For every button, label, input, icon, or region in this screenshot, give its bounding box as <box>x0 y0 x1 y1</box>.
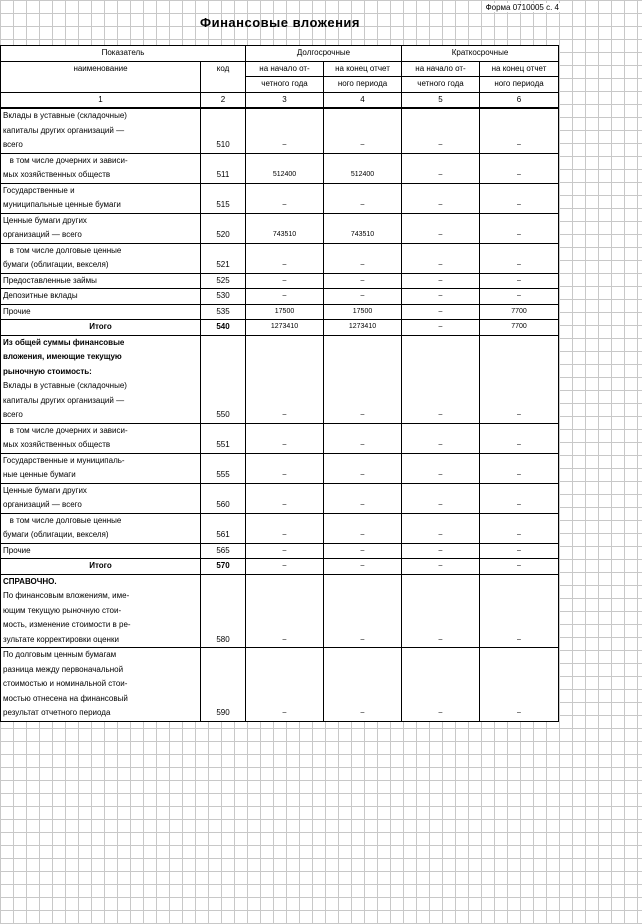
col-num-5: 5 <box>402 92 480 108</box>
row-value: – <box>324 648 402 722</box>
header-code: код <box>201 61 246 92</box>
row-value: – <box>480 574 559 648</box>
header-st-start-1: на начало от- <box>402 61 480 77</box>
header-st-start-2: четного года <box>402 77 480 93</box>
row-value: – <box>246 453 324 483</box>
table-row <box>1 289 559 305</box>
row-value: – <box>402 453 480 483</box>
table-row <box>1 108 559 153</box>
row-value: – <box>246 483 324 513</box>
row-value: 7700 <box>480 320 559 336</box>
row-label <box>1 335 201 423</box>
table-row <box>1 543 559 559</box>
row-value: – <box>402 273 480 289</box>
row-label-line: Вклады в уставные (складочные) <box>3 111 127 120</box>
row-label <box>1 559 201 575</box>
row-label-line: в том числе дочерних и зависи- <box>3 425 128 435</box>
row-value: – <box>324 423 402 453</box>
table-row <box>1 453 559 483</box>
row-value: – <box>402 320 480 336</box>
row-value: – <box>324 289 402 305</box>
row-code: 555 <box>201 453 246 483</box>
row-value: – <box>480 648 559 722</box>
row-code: 560 <box>201 483 246 513</box>
row-value: – <box>324 559 402 575</box>
header-lt-end-2: ного периода <box>324 77 402 93</box>
row-code: 565 <box>201 543 246 559</box>
row-code: 521 <box>201 243 246 273</box>
row-label-line: муниципальные ценные бумаги <box>3 200 121 209</box>
row-label-line: Итого <box>89 322 112 331</box>
row-label-line: зультате корректировки оценки <box>3 634 119 644</box>
row-label-line: Из общей суммы финансовые <box>3 337 125 347</box>
row-label-line: мость, изменение стоимости в ре- <box>3 620 131 629</box>
row-value: – <box>324 335 402 423</box>
row-value: – <box>246 273 324 289</box>
row-code: 520 <box>201 213 246 243</box>
row-value: – <box>480 559 559 575</box>
row-value: 743510 <box>246 213 324 243</box>
row-value: 1273410 <box>246 320 324 336</box>
row-value: – <box>324 574 402 648</box>
header-lt-end-1: на конец отчет <box>324 61 402 77</box>
table-row <box>1 335 559 423</box>
row-label-line: всего <box>3 410 23 419</box>
row-value: – <box>480 423 559 453</box>
form-code: Форма 0710005 с. 4 <box>485 3 559 12</box>
table-row <box>1 423 559 453</box>
row-code: 515 <box>201 183 246 213</box>
row-value: – <box>246 513 324 543</box>
row-label-line: разница между первоначальной <box>3 664 124 674</box>
row-label-line: Прочие <box>3 545 31 555</box>
table-row <box>1 213 559 243</box>
row-value: – <box>402 183 480 213</box>
table-row <box>1 648 559 722</box>
row-value: 512400 <box>324 153 402 183</box>
table-row <box>1 183 559 213</box>
header-name: наименование <box>1 61 201 92</box>
page-title: Финансовые вложения <box>199 15 360 30</box>
row-label-line: бумаги (облигации, векселя) <box>3 260 109 269</box>
row-label-line: Ценные бумаги других <box>3 215 87 225</box>
col-num-6: 6 <box>480 92 559 108</box>
row-value: – <box>246 243 324 273</box>
row-label-line: бумаги (облигации, векселя) <box>3 530 109 539</box>
row-label <box>1 320 201 336</box>
row-value: – <box>402 423 480 453</box>
row-value: – <box>402 513 480 543</box>
row-label-line: стоимостью и номинальной стои- <box>3 679 128 688</box>
row-value: 17500 <box>246 304 324 320</box>
header-number-row <box>1 92 559 108</box>
row-value: – <box>324 243 402 273</box>
table-row <box>1 483 559 513</box>
row-label-line: капиталы других организаций — <box>3 395 125 405</box>
row-label-line: мых хозяйственных обществ <box>3 170 111 179</box>
row-label-line: всего <box>3 140 23 149</box>
table-row <box>1 153 559 183</box>
header-lt-start-1: на начало от- <box>246 61 324 77</box>
header-short-term: Краткосрочные <box>402 46 559 62</box>
row-label-line: Прочие <box>3 306 31 316</box>
row-value: – <box>324 183 402 213</box>
row-label-line: организаций — всего <box>3 500 82 509</box>
row-label-line: в том числе долговые ценные <box>3 515 122 525</box>
row-label <box>1 273 201 289</box>
table-row <box>1 574 559 648</box>
row-code: 511 <box>201 153 246 183</box>
row-value: 512400 <box>246 153 324 183</box>
row-label <box>1 513 201 543</box>
row-value: – <box>246 108 324 153</box>
row-label-line: Ценные бумаги других <box>3 485 87 495</box>
row-label <box>1 483 201 513</box>
row-label-line: результат отчетного периода <box>3 708 111 717</box>
row-value: – <box>324 483 402 513</box>
row-code: 590 <box>201 648 246 722</box>
row-value: – <box>402 574 480 648</box>
header-lt-start-2: четного года <box>246 77 324 93</box>
row-value: – <box>480 335 559 423</box>
table-row <box>1 243 559 273</box>
row-label <box>1 423 201 453</box>
row-value: – <box>480 183 559 213</box>
row-label-line: в том числе дочерних и зависи- <box>3 155 128 165</box>
row-label <box>1 453 201 483</box>
table-row <box>1 513 559 543</box>
row-value: – <box>402 543 480 559</box>
col-num-3: 3 <box>246 92 324 108</box>
row-value: – <box>246 183 324 213</box>
row-value: 1273410 <box>324 320 402 336</box>
row-label <box>1 153 201 183</box>
row-label <box>1 304 201 320</box>
row-value: – <box>480 483 559 513</box>
row-value: 7700 <box>480 304 559 320</box>
row-value: – <box>402 304 480 320</box>
row-label-line: ные ценные бумаги <box>3 470 76 479</box>
row-value: – <box>480 108 559 153</box>
row-value: – <box>480 153 559 183</box>
row-label <box>1 574 201 648</box>
header-indicator: Показатель <box>1 46 246 62</box>
header-st-end-2: ного периода <box>480 77 559 93</box>
row-label-line: Вклады в уставные (складочные) <box>3 381 127 390</box>
row-code: 561 <box>201 513 246 543</box>
col-num-1: 1 <box>1 92 201 108</box>
row-value: – <box>402 648 480 722</box>
row-label-line: организаций — всего <box>3 230 82 239</box>
row-value: 17500 <box>324 304 402 320</box>
row-value: – <box>246 335 324 423</box>
row-label-line: По финансовым вложениям, име- <box>3 591 130 600</box>
row-code: 540 <box>201 320 246 336</box>
row-label <box>1 289 201 305</box>
financial-investments-table <box>0 45 559 722</box>
row-label-line: в том числе долговые ценные <box>3 245 122 255</box>
row-value: – <box>246 559 324 575</box>
row-label-line: ющим текущую рыночную стои- <box>3 605 122 615</box>
row-value: – <box>402 243 480 273</box>
row-code: 550 <box>201 335 246 423</box>
row-value: – <box>402 289 480 305</box>
row-value: – <box>402 213 480 243</box>
row-label-line: рыночную стоимость: <box>3 366 92 376</box>
row-code: 580 <box>201 574 246 648</box>
row-label <box>1 243 201 273</box>
row-value: – <box>246 289 324 305</box>
row-code: 570 <box>201 559 246 575</box>
row-label-line: Предоставленные займы <box>3 275 97 285</box>
row-value: – <box>246 574 324 648</box>
row-value: – <box>480 453 559 483</box>
table-row <box>1 320 559 336</box>
row-code: 510 <box>201 108 246 153</box>
row-label-line: СПРАВОЧНО. <box>3 576 57 586</box>
row-value: – <box>480 213 559 243</box>
row-label-line: Государственные и <box>3 185 75 195</box>
header-row-1 <box>1 46 559 62</box>
row-value: – <box>402 335 480 423</box>
row-label <box>1 108 201 153</box>
row-value: – <box>246 543 324 559</box>
row-code: 551 <box>201 423 246 453</box>
row-value: – <box>324 513 402 543</box>
row-value: – <box>480 243 559 273</box>
row-value: – <box>246 648 324 722</box>
table-row <box>1 304 559 320</box>
row-label-line: мых хозяйственных обществ <box>3 440 111 449</box>
row-value: – <box>480 513 559 543</box>
row-value: – <box>402 559 480 575</box>
table-row <box>1 273 559 289</box>
col-num-2: 2 <box>201 92 246 108</box>
row-value: – <box>402 108 480 153</box>
row-label <box>1 183 201 213</box>
row-value: – <box>480 273 559 289</box>
row-value: – <box>324 108 402 153</box>
row-value: – <box>402 153 480 183</box>
row-label-line: Итого <box>89 561 112 570</box>
row-label-line: По долговым ценным бумагам <box>3 650 117 659</box>
header-row-2 <box>1 61 559 77</box>
row-code: 530 <box>201 289 246 305</box>
row-label-line: капиталы других организаций — <box>3 125 125 135</box>
row-value: – <box>480 543 559 559</box>
row-code: 525 <box>201 273 246 289</box>
header-st-end-1: на конец отчет <box>480 61 559 77</box>
row-label <box>1 213 201 243</box>
row-value: – <box>324 453 402 483</box>
table-row <box>1 559 559 575</box>
row-code: 535 <box>201 304 246 320</box>
row-label <box>1 648 201 722</box>
row-value: – <box>480 289 559 305</box>
row-value: – <box>402 483 480 513</box>
row-value: – <box>324 543 402 559</box>
row-value: – <box>324 273 402 289</box>
row-label-line: Государственные и муниципаль- <box>3 455 125 465</box>
row-value: 743510 <box>324 213 402 243</box>
row-label <box>1 543 201 559</box>
row-label-line: Депозитные вклады <box>3 291 78 300</box>
row-label-line: вложения, имеющие текущую <box>3 352 122 361</box>
row-label-line: мостью отнесена на финансовый <box>3 693 128 703</box>
row-value: – <box>246 423 324 453</box>
col-num-4: 4 <box>324 92 402 108</box>
header-long-term: Долгосрочные <box>246 46 402 62</box>
